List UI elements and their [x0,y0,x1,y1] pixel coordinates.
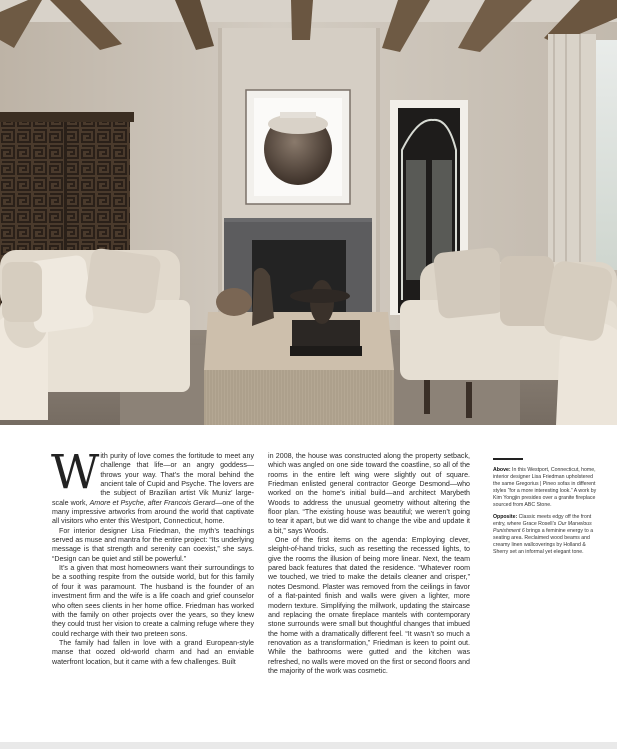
drop-cap: W [51,445,97,500]
caption-label: Above: [493,467,511,473]
artwork-title: Amore et Psyche, after Francois Gerard [89,498,216,507]
caption-above [493,467,597,508]
framed-artwork [246,90,350,204]
article-paragraph: It’s a given that most homeowners want their surroundings to be a soothing respite from the outside world, but for this family of four it was paramount. The husband is the founder of an investment firm and the wife is a life coach and grief counselor who often sees clients in her home office. Friedman has worked with the family on other projects over the years, so they knew they could trust her vision to create a calming refuge where they could recharge with their two preteen sons. [52,564,254,638]
page-bottom-edge [0,742,617,749]
window [548,34,617,294]
caption-artwork-title: Our Marvelous Punishment 6 [493,521,592,535]
article-text: —one of the many impressive artworks from around the world that captivate all visitors who enter this Westport, Connecticut, home. [52,498,255,526]
article-column-1 [51,445,255,667]
caption-text: brings a feminine energy to a seating area. Reclaimed wood beams and creamy linen wallcoverings by Holland & Sherry set an informal yet elegant tone. [493,528,594,555]
article-column-2 [268,452,470,676]
caption-opposite [493,514,597,555]
caption-rule [493,458,523,460]
article-paragraph: For interior designer Lisa Friedman, the myth’s teachings served as muse and mantra for the entire project: “Its underlying message is that strength and serenity can coexist,” she says. “Design can be quiet and still be powerful.” [52,526,254,563]
caption-text: Classic meets edgy off the front entry, where Grace Rosell’s [493,514,592,528]
article-paragraph: One of the first items on the agenda: Employing clever, sleight-of-hand tricks, such as resetting the recessed lights, to give the rooms the illusion of being more linear. Next, the team pared back features that dated the residence. “Whatever room we touched, we tried to make the details cleaner and crisper,” notes Desmond. Plaster was removed from the ceilings in favor of a flat-painted finish and walls were given a lighter, more modern texture. Simplifying the millwork, updating the staircase and replacing the ornate fireplace mantels with contemporary stone surrounds were small but thoughtful changes that imbued the home with a dramatically different feel. “It wasn’t so much a renovation as a transformation,” Friedman is keen to point out. While the bathrooms were gutted and the kitchen was refreshed, no walls were moved on the first or second floors and the majority of the work was cosmetic. [268,536,470,675]
article-paragraph: The family had fallen in love with a grand European-style manse that oozed old-world charm and had an enviable waterfront location, but it came with a few challenges. Built [52,638,254,666]
article-text: ith purity of love comes the fortitude to meet any challenge that life—or an angry goddess—throws your way. That’s the moral behind the ancient tale of Cupid and Psyche. The lovers are the subject of Brazilian artist Vik Muniz’ large-scale work, [52,452,254,507]
caption-label: Opposite: [493,514,518,521]
photo-captions [493,458,597,562]
article-paragraph [51,445,255,527]
article-paragraph: in 2008, the house was constructed along the property setback, which was angled on one side toward the coastline, so all of the rooms in the entire left wing were slightly out of square. Friedman enlisted general contractor George Desmond—who worked on the home’s initial build—and architect Marybeth Woods to address the unusual geometry without altering the floor plan. “The existing house was beautiful; we weren’t going to tear it apart, but we did want to change the vibe and update it a bit,” says Woods. [268,452,470,535]
article-body [51,445,470,742]
caption-text: In this Westport, Connecticut, home, interior designer Lisa Friedman upholstered the same Gregorius | Pineo sofas in different styles “for a more interesting look.” A work by Kim Yongjin presides over a granite fireplace sourced from ABC Stone. [493,467,597,508]
